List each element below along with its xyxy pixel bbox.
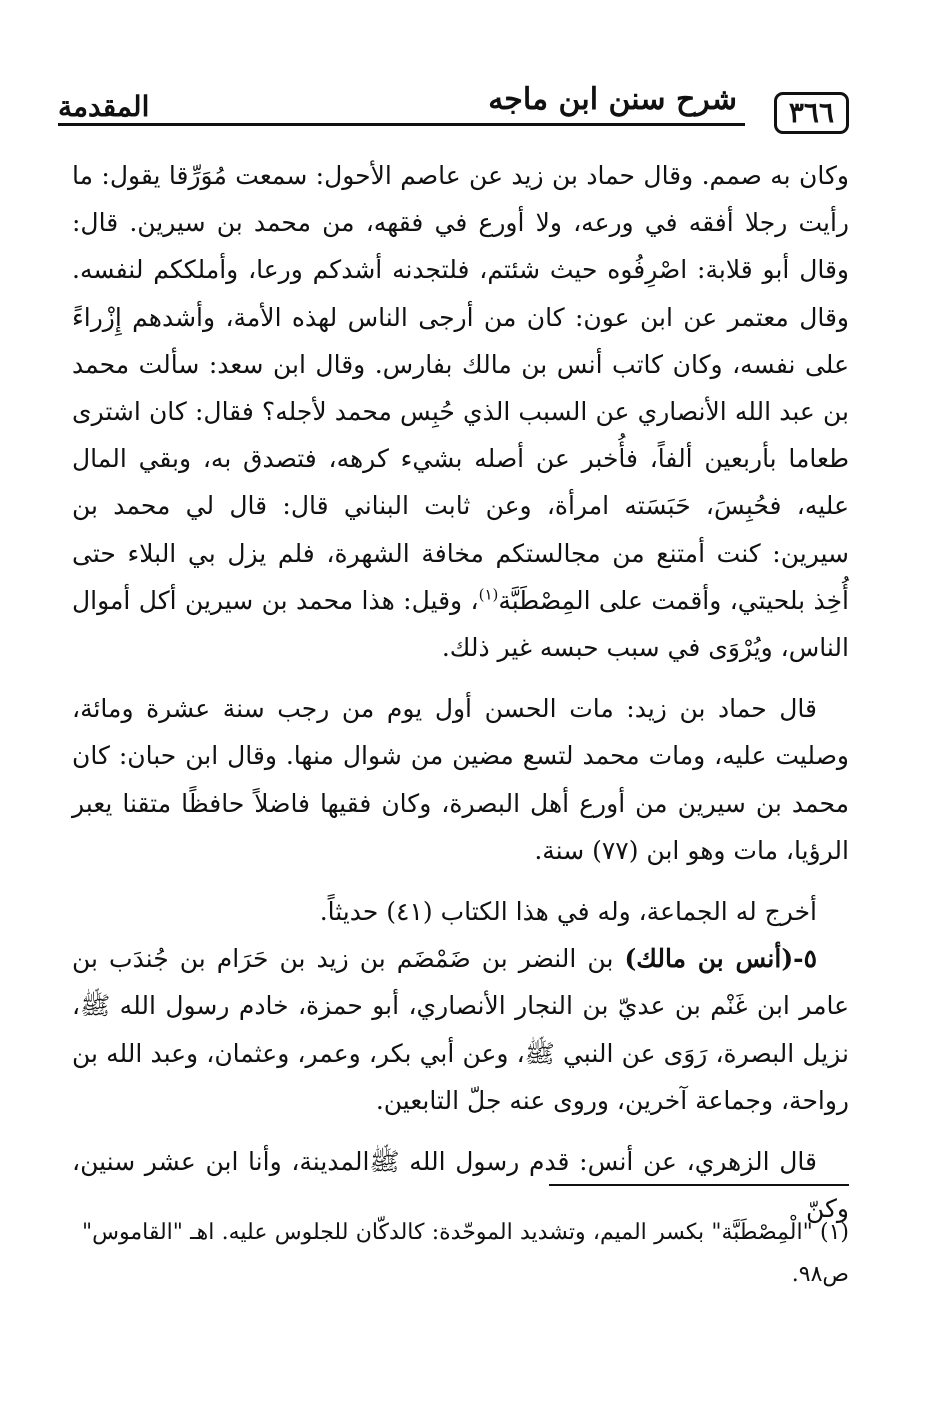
entry-text: بن النضر بن ضَمْضَم بن زيد بن حَرَام بن جُندَب بن عامر ابن غَنْم بن عديّ بن النجار الأنصاري، أبو حمزة، خادم رسول الله ﷺ، نزيل البصرة، رَوَى عن النبي ﷺ، وعن أبي بكر، وعمر، وعثمان، وعبد الله بن رواحة، وجماعة آخرين، وروى عنه جلّ التابعين.	[72, 944, 849, 1115]
page-number: ٣٦٦	[774, 92, 849, 134]
book-title: شرح سنن ابن ماجه	[488, 82, 737, 117]
paragraph-1-text: وكان به صمم. وقال حماد بن زيد عن عاصم الأحول: سمعت مُوَرِّقا يقول: ما رأيت رجلا أفقه في ورعه، ولا أورع في فقهه، من محمد بن سيرين. قال: وقال أبو قلابة: اصْرِفُوه حيث شئتم، فلتجدنه أشدكم ورعا، وأملككم لنفسه. وقال معتمر عن ابن عون: كان من أرجى الناس لهذه الأمة، وأشدهم إِزْراءً على نفسه، وكان كاتب أنس بن مالك بفارس. وقال ابن سعد: سألت محمد بن عبد الله الأنصاري عن السبب الذي حُبِس محمد لأجله؟ فقال: كان اشترى طعاما بأربعين ألفاً، فأُخبر عن أصله بشيء كرهه، فتصدق به، وبقي المال عليه، فحُبِسَ، حَبَسَته امرأة، وعن ثابت البناني قال: قال لي محمد بن سيرين: كنت أمتنع من مجالستكم مخافة الشهرة، فلم يزل بي البلاء حتى أُخِذ بلحيتي، وأقمت على المِصْطَبَّة	[72, 161, 850, 615]
paragraph-5: قال الزهري، عن أنس: قدم رسول الله ﷺالمدينة، وأنا ابن عشر سنين، وكنّ	[72, 1147, 849, 1224]
footnote: (١) "الْمِصْطَبَّة" بكسر الميم، وتشديد الموحّدة: كالدكّان للجلوس عليه. اهـ "القاموس" ص٩٨.	[82, 1220, 849, 1287]
paragraph-1	[72, 152, 849, 671]
paragraph-1-end: ، وقيل: هذا محمد بن سيرين أكل أموال الناس، ويُرْوَى في سبب حبسه غير ذلك.	[72, 585, 849, 663]
header-rule	[58, 123, 745, 126]
footnote-ref: (١)	[478, 585, 499, 604]
paragraph-2: قال حماد بن زيد: مات الحسن أول يوم من رجب سنة عشرة ومائة، وصليت عليه، ومات محمد لتسع مضين من شوال منها. وقال ابن حبان: كان محمد بن سيرين من أورع أهل البصرة، وكان فقيها فاضلاً حافظًا متقنا يعبر الرؤيا، مات وهو ابن (٧٧) سنة.	[72, 694, 849, 865]
entry-number: ٥-	[793, 944, 817, 974]
paragraph-3: أخرج له الجماعة، وله في هذا الكتاب (٤١) حديثاً.	[319, 897, 817, 927]
section-title: المقدمة	[58, 90, 150, 123]
paragraph-4	[72, 935, 849, 1124]
page-header	[58, 76, 849, 136]
entry-name: (أنس بن مالك)	[624, 944, 794, 974]
footnote-rule	[549, 1184, 849, 1186]
main-text	[72, 152, 849, 1232]
